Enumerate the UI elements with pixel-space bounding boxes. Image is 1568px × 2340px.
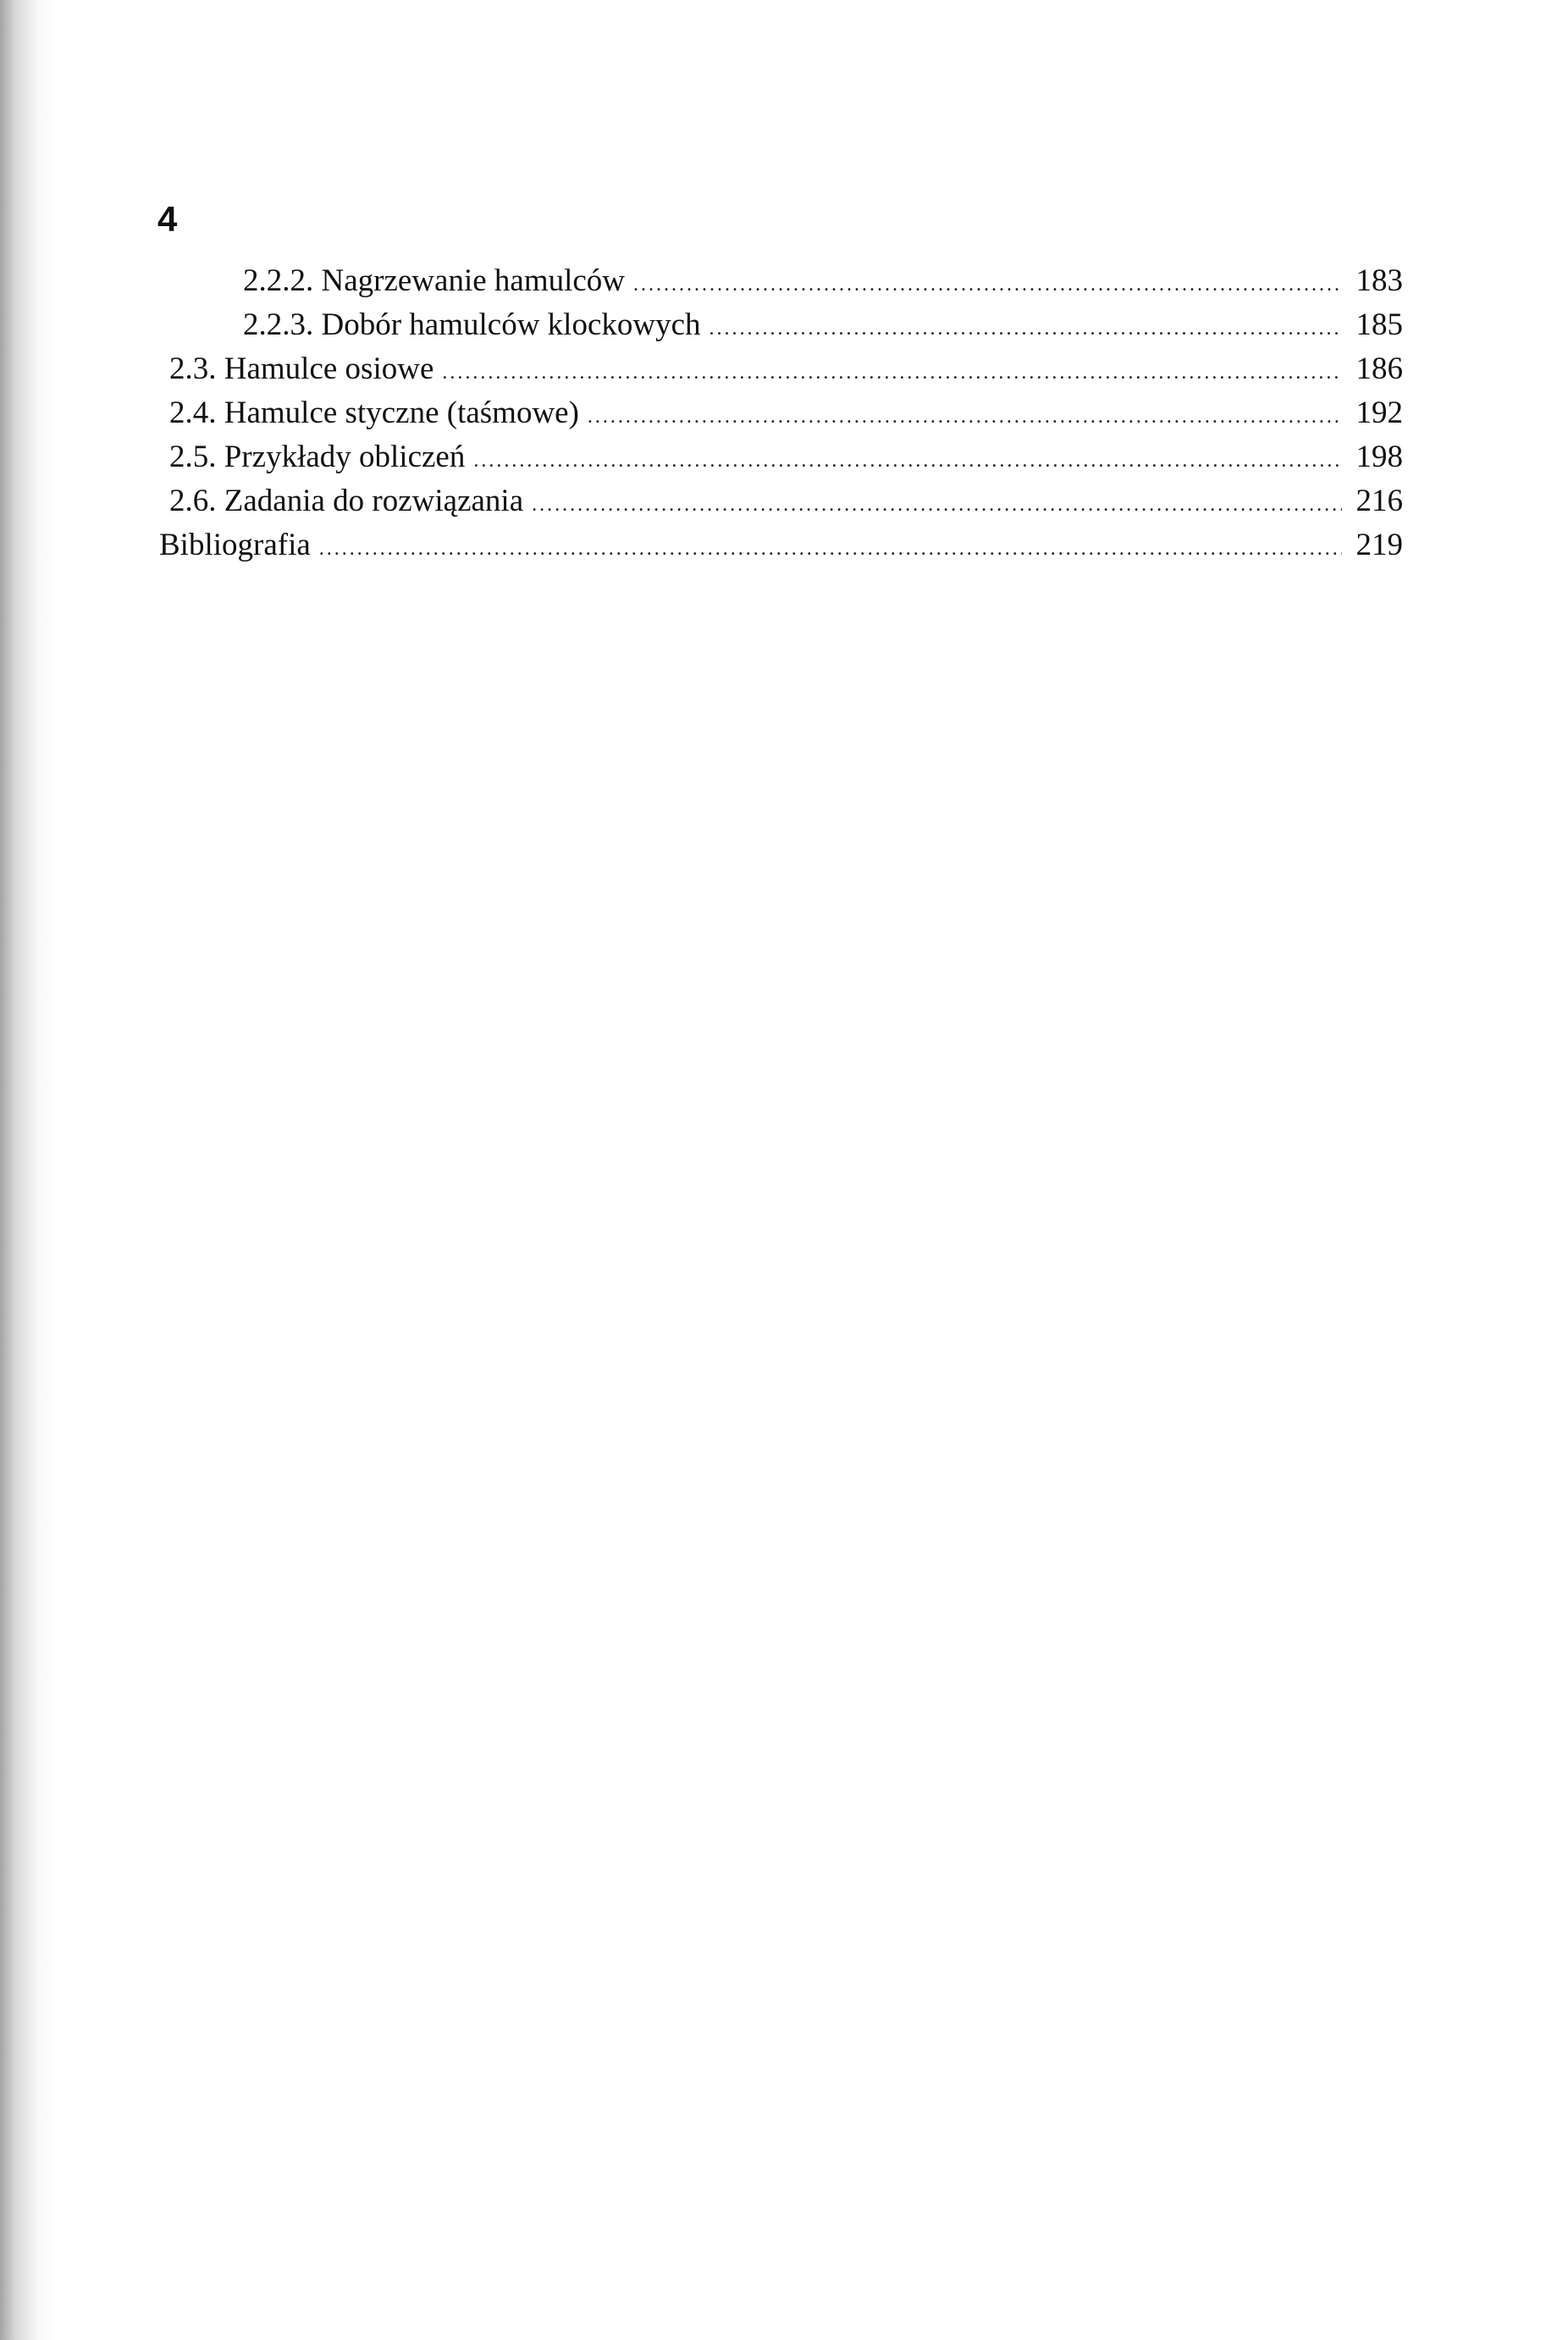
toc-entry-page: 198 (1355, 440, 1403, 474)
toc-leader-dots (588, 395, 1342, 439)
toc-leader-dots (319, 527, 1342, 571)
toc-leader-dots (473, 439, 1342, 483)
toc-entry[interactable] (243, 303, 1403, 347)
toc-entry[interactable] (169, 435, 1403, 479)
page-number: 4 (157, 199, 178, 239)
toc-entry-label: Bibliografia (159, 528, 311, 562)
toc-entry-label: 2.6. Zadania do rozwiązania (169, 484, 524, 518)
toc-leader-dots (442, 351, 1342, 395)
toc-leader-dots (709, 307, 1342, 351)
toc-entry[interactable] (169, 391, 1403, 435)
toc-entry[interactable] (169, 479, 1403, 523)
toc-entry-page: 186 (1355, 351, 1403, 386)
toc-entry-label: 2.4. Hamulce styczne (taśmowe) (169, 396, 579, 430)
scan-edge-shading (0, 0, 59, 2340)
toc-entry-page: 219 (1355, 528, 1403, 562)
toc-entry-label: 2.3. Hamulce osiowe (169, 351, 434, 386)
toc-entry[interactable] (243, 259, 1403, 303)
toc-entry-page: 183 (1355, 263, 1403, 298)
toc-entry-page: 216 (1355, 484, 1403, 518)
toc-entry[interactable] (169, 347, 1403, 391)
toc-entry[interactable] (159, 523, 1403, 567)
toc-entry-label: 2.5. Przykłady obliczeń (169, 440, 466, 474)
toc-entry-label: 2.2.3. Dobór hamulców klockowych (243, 307, 701, 342)
toc-leader-dots (633, 263, 1342, 307)
toc-entry-label: 2.2.2. Nagrzewanie hamulców (243, 263, 626, 298)
toc-entry-page: 192 (1355, 396, 1403, 430)
toc-entry-page: 185 (1355, 307, 1403, 342)
toc-leader-dots (532, 483, 1342, 527)
